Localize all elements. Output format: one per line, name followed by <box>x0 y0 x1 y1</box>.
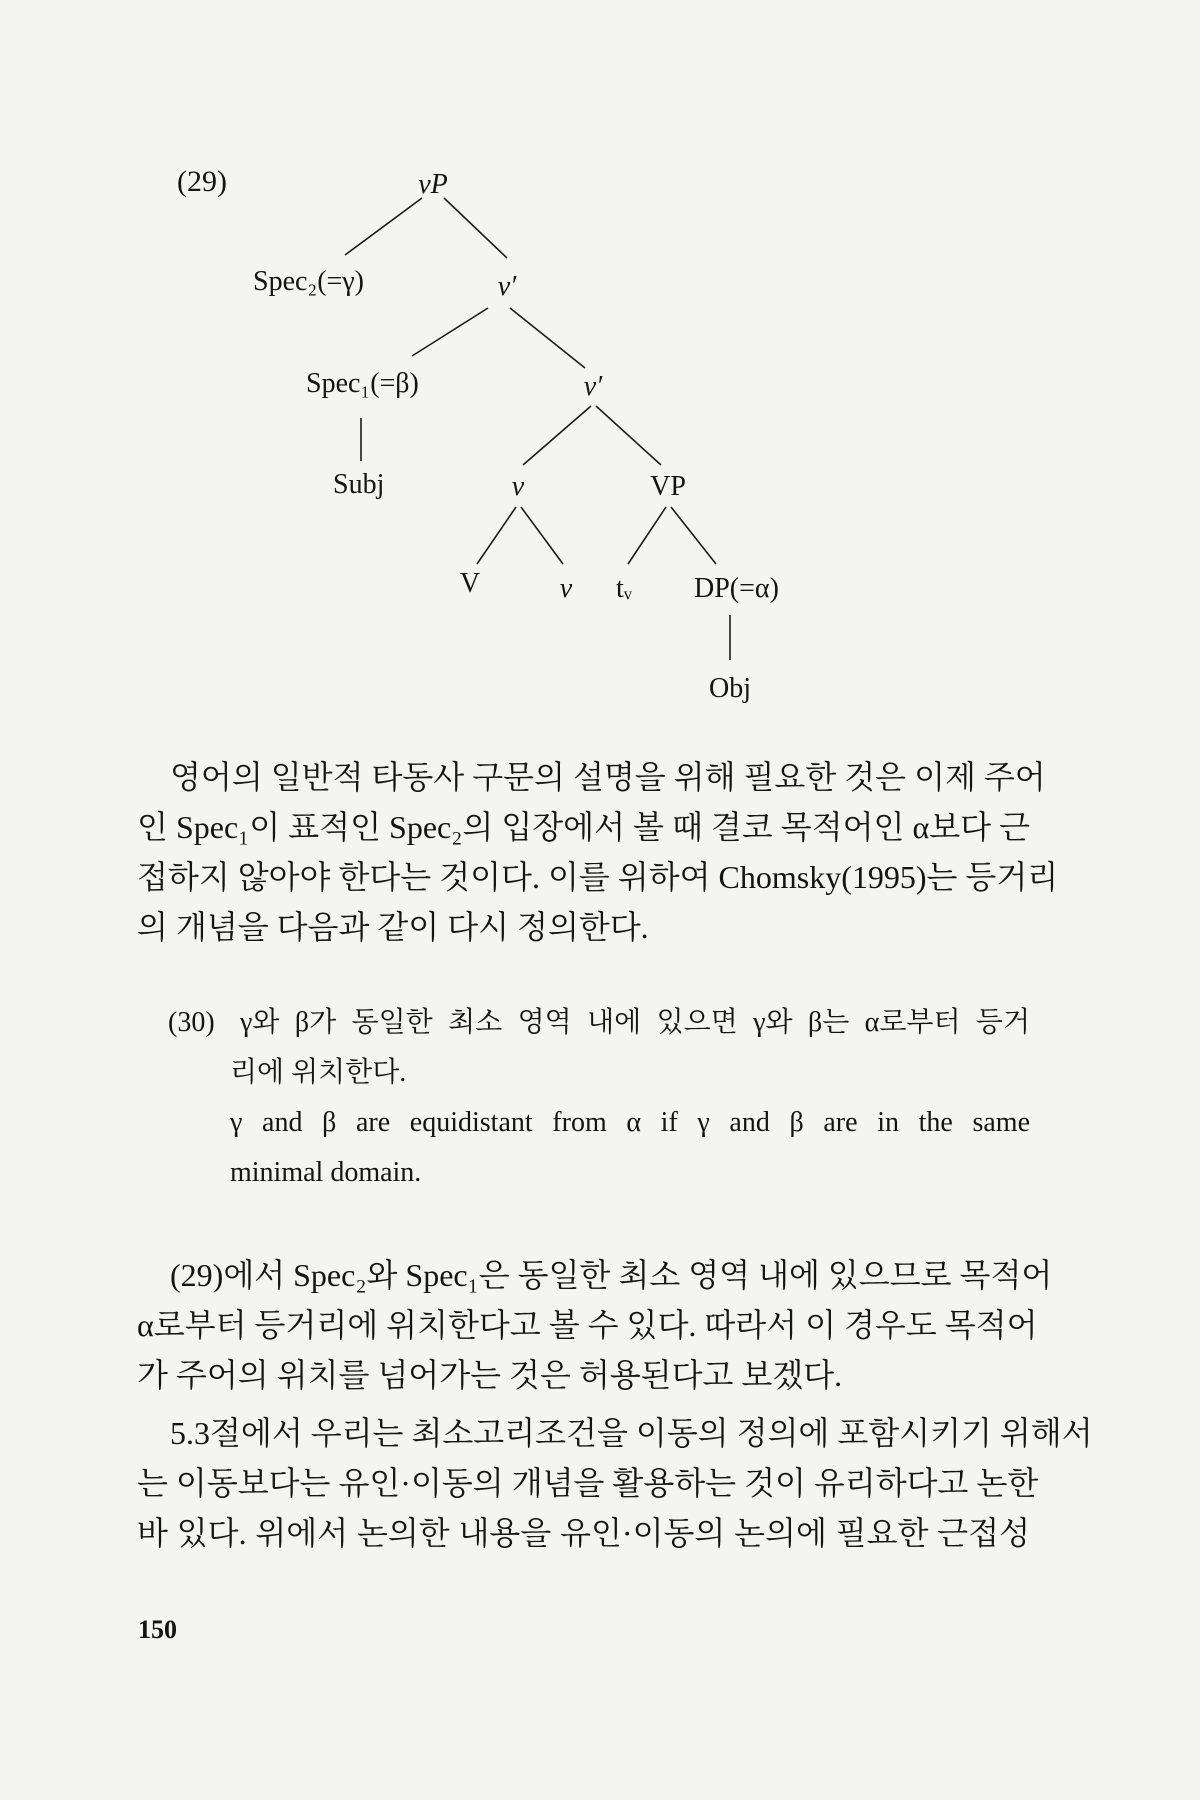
page-number: 150 <box>138 1615 177 1644</box>
node-spec2: Spec₂(=γ) <box>253 266 365 297</box>
example-30-korean-line-1: γ와 β가 동일한 최소 영역 내에 있으면 γ와 β는 α로부터 등거 <box>240 1007 1030 1038</box>
node-subj: Subj <box>333 469 385 500</box>
branch-vP-spec2 <box>345 198 422 255</box>
paragraph2-line-3: 가 주어의 위치를 넘어가는 것은 허용된다고 보겠다. <box>137 1357 843 1393</box>
node-VP: VP <box>650 471 686 502</box>
paragraph3-line-1: 5.3절에서 우리는 최소고리조건을 이동의 정의에 포함시키기 위해서 <box>170 1415 1093 1451</box>
node-v: v <box>511 471 525 502</box>
node-vP: vP <box>418 169 448 200</box>
branch-v-V <box>477 507 516 564</box>
paragraph3-line-3: 바 있다. 위에서 논의한 내용을 유인·이동의 논의에 필요한 근접성 <box>137 1515 1030 1551</box>
branch-vbar2-v <box>523 406 591 465</box>
branch-vbar2-VP <box>596 406 661 465</box>
example-30-korean-line-2: 리에 위치한다. <box>230 1057 407 1088</box>
node-v-leaf: v <box>559 573 573 604</box>
node-vbar2: v′ <box>583 371 603 402</box>
example-29-label: (29) <box>177 165 227 198</box>
branch-vbar1-spec1 <box>412 308 488 356</box>
paragraph1-line-4: 의 개념을 다음과 같이 다시 정의한다. <box>137 909 649 945</box>
node-tv: tᵥ <box>615 573 633 604</box>
node-V: V <box>459 568 481 599</box>
node-spec1: Spec₁(=β) <box>306 368 419 399</box>
node-dp: DP(=α) <box>694 573 779 604</box>
branch-vbar1-vbar2 <box>510 308 585 368</box>
example-30-english-line-1: γ and β are equidistant from α if γ and β are in the same <box>230 1107 1030 1138</box>
paragraph1-line-1: 영어의 일반적 타동사 구문의 설명을 위해 필요한 것은 이제 주어 <box>170 759 1046 795</box>
paragraph1-line-3: 접하지 않아야 한다는 것이다. 이를 위하여 Chomsky(1995)는 등거리 <box>137 859 1059 895</box>
branch-vP-vbar1 <box>444 198 507 258</box>
paragraph2-line-1: (29)에서 Spec₂와 Spec₁은 동일한 최소 영역 내에 있으므로 목적어 <box>170 1257 1053 1293</box>
syntax-tree-diagram <box>0 0 1200 760</box>
branch-VP-dp <box>671 507 716 564</box>
paragraph1-line-2: 인 Spec₁이 표적인 Spec₂의 입장에서 볼 때 결코 목적어인 α보다 근 <box>137 809 1030 845</box>
paragraph3-line-2: 는 이동보다는 유인·이동의 개념을 활용하는 것이 유리하다고 논한 <box>137 1465 1039 1501</box>
node-vbar1: v′ <box>497 271 517 302</box>
branch-v-vleaf <box>521 507 563 564</box>
example-30-label: (30) <box>168 1007 215 1038</box>
example-30-english-line-2: minimal domain. <box>230 1157 422 1188</box>
node-obj: Obj <box>709 673 751 704</box>
paragraph2-line-2: α로부터 등거리에 위치한다고 볼 수 있다. 따라서 이 경우도 목적어 <box>137 1307 1038 1343</box>
branch-VP-tv <box>628 507 666 564</box>
